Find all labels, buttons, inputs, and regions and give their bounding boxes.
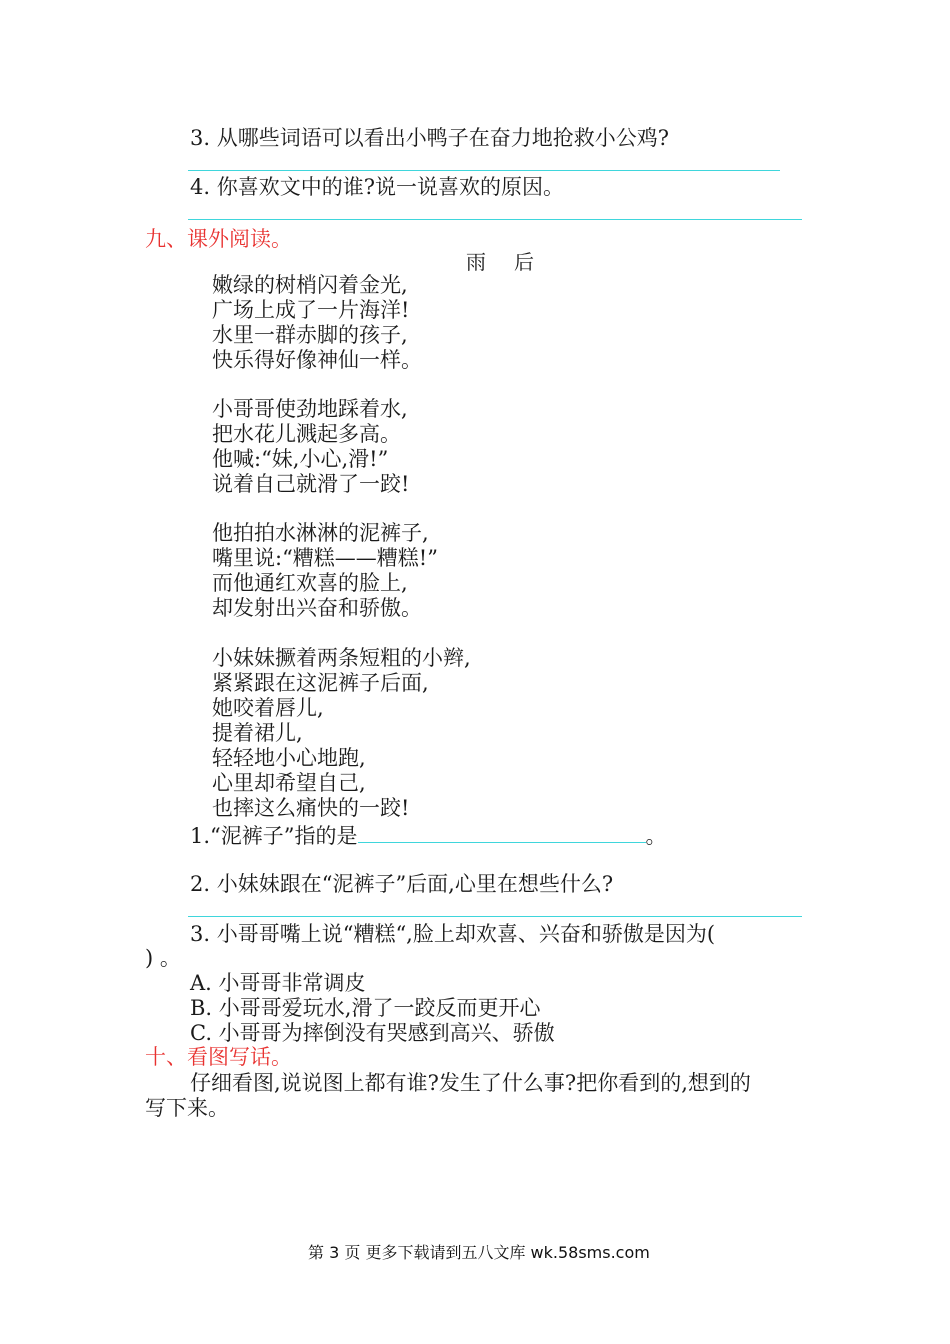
- poem-line: 却发射出兴奋和骄傲。: [212, 596, 422, 620]
- section-nine-heading: 九、课外阅读。: [145, 227, 292, 251]
- poem-line: 心里却希望自己,: [212, 771, 366, 795]
- poem-stanza-3: [212, 521, 438, 621]
- poem-line: 她咬着唇儿,: [212, 696, 324, 720]
- poem-line: 提着裙儿,: [212, 721, 303, 745]
- writing-instruction-line-2: 写下来。: [145, 1096, 229, 1120]
- poem-line: 嫩绿的树梢闪着金光,: [212, 273, 408, 297]
- question-1: [190, 822, 667, 849]
- option-c: C. 小哥哥为摔倒没有哭感到高兴、骄傲: [190, 1021, 555, 1045]
- answer-line[interactable]: [188, 219, 802, 220]
- poem-stanza-2: [212, 397, 409, 497]
- poem-stanza-4: [212, 646, 471, 821]
- poem-line: 而他通红欢喜的脸上,: [212, 571, 408, 595]
- page-footer: 第 3 页 更多下载请到五八文库 wk.58sms.com: [308, 1243, 650, 1262]
- poem-line: 水里一群赤脚的孩子,: [212, 323, 408, 347]
- answer-blank[interactable]: [358, 822, 646, 843]
- poem-line: 他喊:“妹,小心,滑!”: [212, 447, 389, 471]
- poem-stanza-1: [212, 273, 422, 373]
- poem-line: 说着自己就滑了一跤!: [212, 472, 410, 496]
- question-3-line-2: ) 。: [145, 946, 181, 970]
- question-3: 3. 从哪些词语可以看出小鸭子在奋力地抢救小公鸡?: [190, 126, 669, 150]
- question-4: 4. 你喜欢文中的谁?说一说喜欢的原因。: [190, 175, 564, 199]
- poem-line: 也摔这么痛快的一跤!: [212, 796, 410, 820]
- option-a: A. 小哥哥非常调皮: [190, 971, 366, 995]
- question-1-prefix: 1.“泥裤子”指的是: [190, 824, 358, 848]
- question-1-suffix: 。: [645, 824, 667, 848]
- writing-instruction-line-1: 仔细看图,说说图上都有谁?发生了什么事?把你看到的,想到的: [190, 1071, 751, 1095]
- poem-line: 小妹妹撅着两条短粗的小辫,: [212, 646, 471, 670]
- answer-line[interactable]: [188, 170, 780, 171]
- section-ten-heading: 十、看图写话。: [145, 1045, 292, 1069]
- option-b: B. 小哥哥爱玩水,滑了一跤反而更开心: [190, 996, 541, 1020]
- poem-title: 雨后: [466, 250, 562, 274]
- question-3-line-1: 3. 小哥哥嘴上说“糟糕“,脸上却欢喜、兴奋和骄傲是因为(: [190, 922, 716, 946]
- poem-line: 紧紧跟在这泥裤子后面,: [212, 671, 429, 695]
- poem-line: 快乐得好像神仙一样。: [212, 348, 422, 372]
- poem-line: 他拍拍水淋淋的泥裤子,: [212, 521, 429, 545]
- answer-line[interactable]: [188, 916, 802, 917]
- question-2: 2. 小妹妹跟在“泥裤子”后面,心里在想些什么?: [190, 872, 614, 896]
- poem-line: 轻轻地小心地跑,: [212, 746, 366, 770]
- poem-line: 小哥哥使劲地踩着水,: [212, 397, 408, 421]
- poem-line: 广场上成了一片海洋!: [212, 298, 410, 322]
- poem-line: 把水花儿溅起多高。: [212, 422, 401, 446]
- poem-line: 嘴里说:“糟糕——糟糕!”: [212, 546, 438, 570]
